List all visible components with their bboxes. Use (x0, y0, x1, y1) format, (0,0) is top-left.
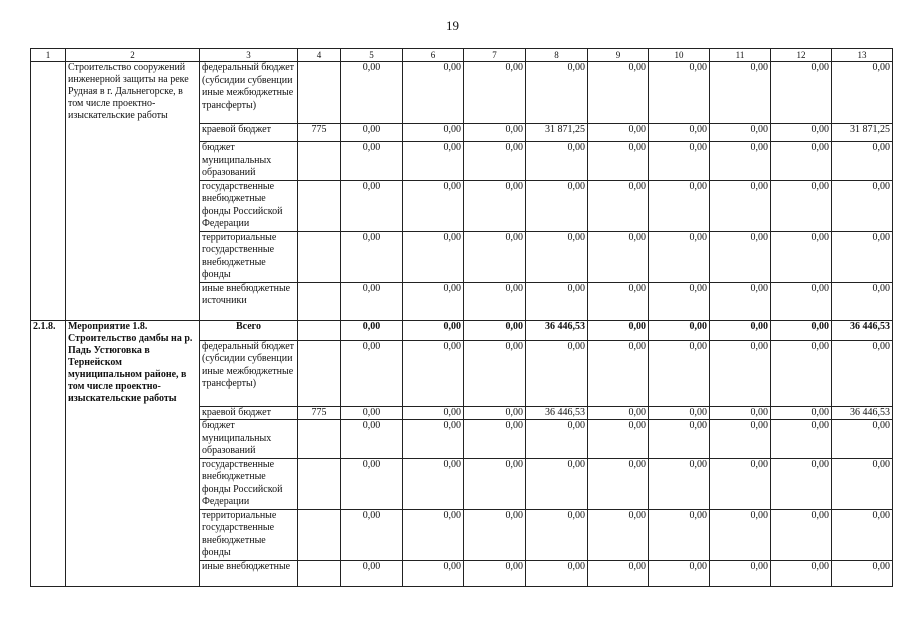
amount-cell: 0,00 (403, 231, 464, 282)
amount-cell: 0,00 (588, 231, 649, 282)
amount-cell: 0,00 (710, 509, 771, 560)
amount-cell: 0,00 (710, 231, 771, 282)
amount-cell: 0,00 (832, 509, 893, 560)
funding-source-cell: территориальные государственные внебюджетные фонды (200, 509, 298, 560)
budget-code-cell (298, 340, 341, 406)
amount-cell: 0,00 (464, 458, 526, 509)
budget-code-cell: 775 (298, 124, 341, 142)
amount-cell: 0,00 (588, 458, 649, 509)
amount-cell: 0,00 (341, 124, 403, 142)
amount-cell: 0,00 (526, 231, 588, 282)
funding-source-cell: бюджет муниципальных образований (200, 420, 298, 459)
column-header: 9 (588, 49, 649, 62)
funding-source-cell: государственные внебюджетные фонды Российской Федерации (200, 180, 298, 231)
amount-cell: 0,00 (832, 282, 893, 320)
amount-cell: 0,00 (710, 62, 771, 124)
budget-code-cell (298, 560, 341, 586)
column-header: 2 (66, 49, 200, 62)
amount-cell: 0,00 (403, 142, 464, 181)
amount-cell: 0,00 (710, 282, 771, 320)
amount-cell: 0,00 (710, 124, 771, 142)
budget-code-cell (298, 420, 341, 459)
column-header: 11 (710, 49, 771, 62)
amount-cell: 0,00 (649, 124, 710, 142)
amount-cell: 0,00 (403, 282, 464, 320)
amount-cell: 0,00 (771, 231, 832, 282)
amount-cell: 0,00 (588, 180, 649, 231)
amount-cell: 36 446,53 (832, 320, 893, 340)
amount-cell: 0,00 (649, 458, 710, 509)
amount-cell: 0,00 (710, 340, 771, 406)
amount-cell: 0,00 (649, 180, 710, 231)
amount-cell: 0,00 (588, 320, 649, 340)
amount-cell: 31 871,25 (526, 124, 588, 142)
amount-cell: 0,00 (832, 180, 893, 231)
amount-cell: 0,00 (588, 124, 649, 142)
amount-cell: 0,00 (464, 560, 526, 586)
amount-cell: 0,00 (464, 142, 526, 181)
amount-cell: 0,00 (649, 320, 710, 340)
table-row (31, 62, 893, 124)
budget-code-cell: 775 (298, 406, 341, 420)
amount-cell: 0,00 (771, 420, 832, 459)
amount-cell: 0,00 (771, 509, 832, 560)
amount-cell: 0,00 (710, 142, 771, 181)
amount-cell: 0,00 (771, 340, 832, 406)
amount-cell: 0,00 (832, 420, 893, 459)
amount-cell: 0,00 (464, 509, 526, 560)
column-header: 12 (771, 49, 832, 62)
column-header: 6 (403, 49, 464, 62)
amount-cell: 0,00 (526, 282, 588, 320)
amount-cell: 0,00 (832, 231, 893, 282)
table-body (31, 62, 893, 587)
funding-source-cell: федеральный бюджет (субсидии субвенции иные межбюджетные трансферты) (200, 340, 298, 406)
amount-cell: 36 446,53 (832, 406, 893, 420)
amount-cell: 0,00 (832, 560, 893, 586)
funding-source-cell: краевой бюджет (200, 406, 298, 420)
budget-code-cell (298, 180, 341, 231)
amount-cell: 0,00 (649, 406, 710, 420)
amount-cell: 0,00 (464, 282, 526, 320)
budget-code-cell (298, 62, 341, 124)
amount-cell: 0,00 (341, 406, 403, 420)
amount-cell: 0,00 (403, 560, 464, 586)
amount-cell: 0,00 (403, 340, 464, 406)
amount-cell: 0,00 (588, 282, 649, 320)
amount-cell: 0,00 (649, 282, 710, 320)
amount-cell: 0,00 (526, 458, 588, 509)
amount-cell: 0,00 (771, 180, 832, 231)
amount-cell: 0,00 (526, 509, 588, 560)
amount-cell: 0,00 (341, 509, 403, 560)
amount-cell: 0,00 (341, 340, 403, 406)
amount-cell: 0,00 (464, 320, 526, 340)
amount-cell: 0,00 (771, 62, 832, 124)
amount-cell: 0,00 (771, 320, 832, 340)
amount-cell: 0,00 (526, 560, 588, 586)
amount-cell: 0,00 (341, 180, 403, 231)
amount-cell: 0,00 (464, 231, 526, 282)
column-header: 1 (31, 49, 66, 62)
amount-cell: 0,00 (464, 340, 526, 406)
item-number-cell (31, 62, 66, 321)
amount-cell: 0,00 (403, 509, 464, 560)
measure-name-cell: Строительство сооружений инженерной защиты на реке Рудная в г. Дальнегорске, в том числе проектно-изыскательские работы (66, 62, 200, 321)
amount-cell: 0,00 (341, 560, 403, 586)
funding-source-cell: территориальные государственные внебюджетные фонды (200, 231, 298, 282)
amount-cell: 0,00 (464, 180, 526, 231)
amount-cell: 0,00 (403, 406, 464, 420)
column-header: 8 (526, 49, 588, 62)
amount-cell: 0,00 (341, 142, 403, 181)
amount-cell: 36 446,53 (526, 406, 588, 420)
table-row (31, 320, 893, 340)
amount-cell: 0,00 (526, 142, 588, 181)
amount-cell: 0,00 (526, 420, 588, 459)
amount-cell: 0,00 (403, 458, 464, 509)
amount-cell: 0,00 (464, 62, 526, 124)
funding-source-cell: бюджет муниципальных образований (200, 142, 298, 181)
funding-source-cell: федеральный бюджет (субсидии субвенции иные межбюджетные трансферты) (200, 62, 298, 124)
budget-code-cell (298, 231, 341, 282)
amount-cell: 0,00 (710, 320, 771, 340)
amount-cell: 0,00 (464, 420, 526, 459)
amount-cell: 0,00 (341, 231, 403, 282)
amount-cell: 0,00 (649, 142, 710, 181)
amount-cell: 0,00 (403, 420, 464, 459)
amount-cell: 0,00 (464, 406, 526, 420)
column-header: 7 (464, 49, 526, 62)
funding-source-cell: иные внебюджетные источники (200, 282, 298, 320)
amount-cell: 0,00 (403, 320, 464, 340)
amount-cell: 0,00 (649, 231, 710, 282)
amount-cell: 0,00 (710, 420, 771, 459)
column-header: 5 (341, 49, 403, 62)
amount-cell: 0,00 (710, 180, 771, 231)
amount-cell: 0,00 (771, 406, 832, 420)
amount-cell: 0,00 (710, 560, 771, 586)
amount-cell: 0,00 (403, 180, 464, 231)
amount-cell: 0,00 (526, 180, 588, 231)
amount-cell: 0,00 (588, 420, 649, 459)
amount-cell: 0,00 (403, 124, 464, 142)
budget-code-cell (298, 282, 341, 320)
amount-cell: 0,00 (649, 509, 710, 560)
amount-cell: 0,00 (464, 124, 526, 142)
amount-cell: 0,00 (771, 458, 832, 509)
budget-code-cell (298, 509, 341, 560)
amount-cell: 0,00 (526, 340, 588, 406)
amount-cell: 0,00 (588, 340, 649, 406)
column-header: 13 (832, 49, 893, 62)
amount-cell: 0,00 (341, 458, 403, 509)
amount-cell: 0,00 (649, 420, 710, 459)
amount-cell: 0,00 (588, 560, 649, 586)
budget-code-cell (298, 142, 341, 181)
amount-cell: 0,00 (588, 62, 649, 124)
amount-cell: 31 871,25 (832, 124, 893, 142)
amount-cell: 0,00 (649, 340, 710, 406)
amount-cell: 0,00 (588, 509, 649, 560)
funding-source-cell: краевой бюджет (200, 124, 298, 142)
table-header (31, 49, 893, 62)
item-number-cell: 2.1.8. (31, 320, 66, 586)
amount-cell: 36 446,53 (526, 320, 588, 340)
funding-source-cell: государственные внебюджетные фонды Российской Федерации (200, 458, 298, 509)
amount-cell: 0,00 (710, 406, 771, 420)
amount-cell: 0,00 (403, 62, 464, 124)
budget-code-cell (298, 320, 341, 340)
amount-cell: 0,00 (771, 124, 832, 142)
funding-source-cell: иные внебюджетные (200, 560, 298, 586)
amount-cell: 0,00 (341, 62, 403, 124)
amount-cell: 0,00 (710, 458, 771, 509)
budget-table (30, 48, 893, 587)
amount-cell: 0,00 (341, 320, 403, 340)
funding-source-cell: Всего (200, 320, 298, 340)
amount-cell: 0,00 (526, 62, 588, 124)
amount-cell: 0,00 (341, 282, 403, 320)
amount-cell: 0,00 (588, 142, 649, 181)
amount-cell: 0,00 (832, 142, 893, 181)
budget-code-cell (298, 458, 341, 509)
measure-name-cell: Мероприятие 1.8. Строительство дамбы на р. Падь Устюговка в Тернейском муниципальном районе, в том числе проектно-изыскательские работы (66, 320, 200, 586)
column-header: 3 (200, 49, 298, 62)
amount-cell: 0,00 (771, 282, 832, 320)
column-header: 10 (649, 49, 710, 62)
amount-cell: 0,00 (832, 62, 893, 124)
amount-cell: 0,00 (341, 420, 403, 459)
amount-cell: 0,00 (832, 458, 893, 509)
amount-cell: 0,00 (649, 560, 710, 586)
column-header: 4 (298, 49, 341, 62)
amount-cell: 0,00 (649, 62, 710, 124)
amount-cell: 0,00 (771, 560, 832, 586)
page-number: 19 (446, 18, 459, 33)
amount-cell: 0,00 (588, 406, 649, 420)
amount-cell: 0,00 (832, 340, 893, 406)
column-number-row (31, 49, 893, 62)
amount-cell: 0,00 (771, 142, 832, 181)
